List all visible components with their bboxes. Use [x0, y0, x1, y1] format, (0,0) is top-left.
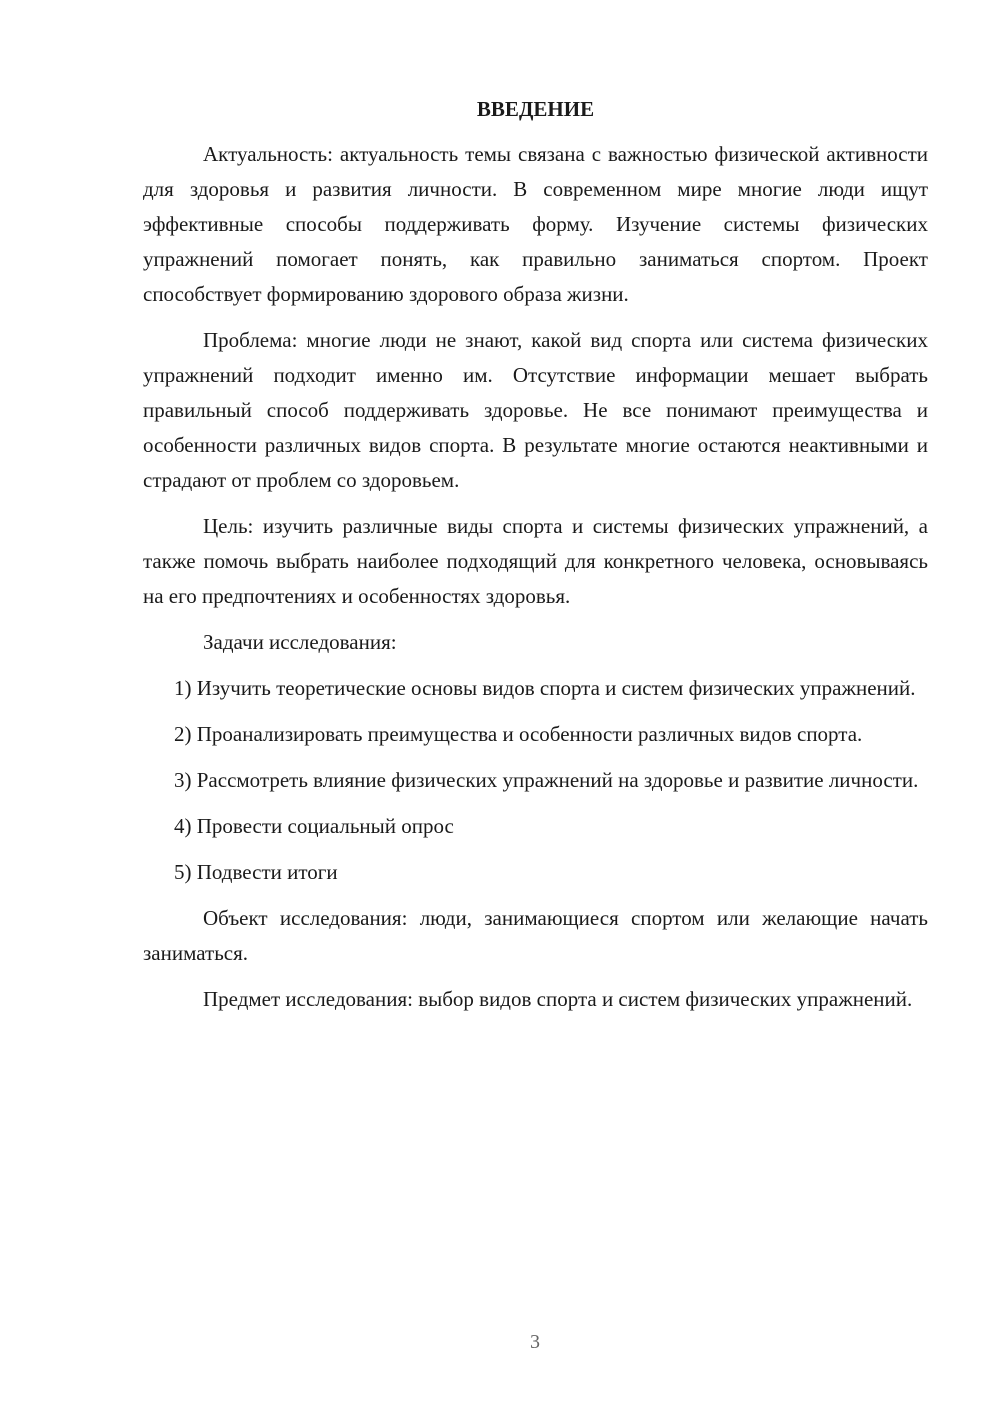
- problem-paragraph: Проблема: многие люди не знают, какой вид спорта или система физических упражнений подходит именно им. Отсутствие информации мешает выбрать правильный способ поддерживать здоровье. Не все понимают преимущества и особенности различных видов спорта. В результате многие остаются неактивными и страдают от проблем со здоровьем.: [143, 328, 928, 492]
- task-item-3: 3) Рассмотреть влияние физических упражнений на здоровье и развитие личности.: [174, 768, 919, 792]
- document-page: [143, 92, 928, 1028]
- tasks-heading: Задачи исследования:: [203, 630, 397, 654]
- relevance-paragraph: Актуальность: актуальность темы связана с важностью физической активности для здоровья и развития личности. В современном мире многие люди ищут эффективные способы поддерживать форму. Изучение системы физических упражнений помогает понять, как правильно заниматься спортом. Проект способствует формированию здорового образа жизни.: [143, 142, 928, 306]
- task-item-5: 5) Подвести итоги: [174, 860, 338, 884]
- page-title: ВВЕДЕНИЕ: [476, 97, 595, 121]
- object-paragraph: Объект исследования: люди, занимающиеся спортом или желающие начать заниматься.: [143, 906, 928, 965]
- page-number: 3: [530, 1331, 540, 1353]
- task-item-1: 1) Изучить теоретические основы видов спорта и систем физических упражнений.: [174, 676, 916, 700]
- subject-paragraph: Предмет исследования: выбор видов спорта и систем физических упражнений.: [203, 987, 913, 1011]
- goal-paragraph: Цель: изучить различные виды спорта и системы физических упражнений, а также помочь выбрать наиболее подходящий для конкретного человека, основываясь на его предпочтениях и особенностях здоровья.: [143, 514, 928, 608]
- task-item-4: 4) Провести социальный опрос: [174, 814, 454, 838]
- task-item-2: 2) Проанализировать преимущества и особенности различных видов спорта.: [174, 722, 863, 746]
